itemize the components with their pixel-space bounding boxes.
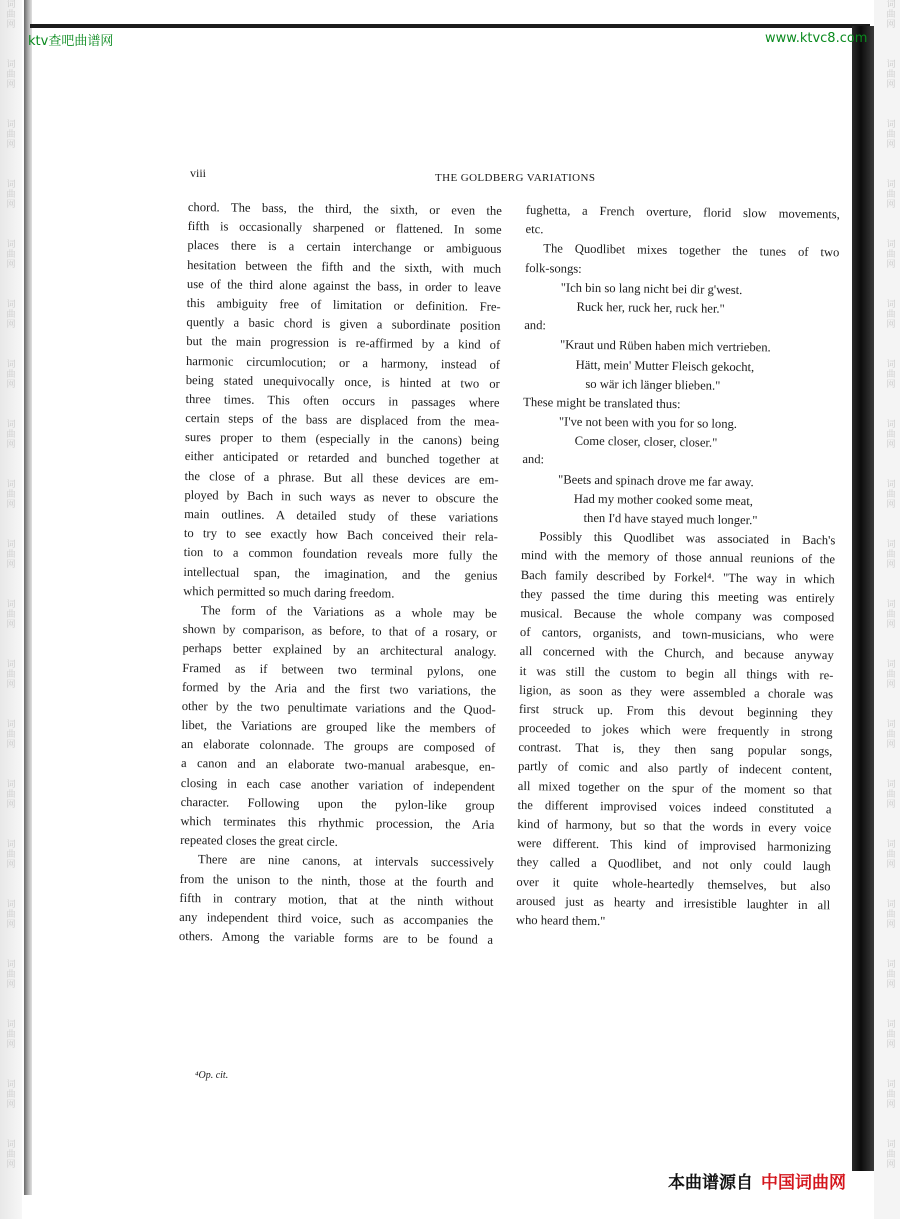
watermark-glyph-group xyxy=(884,1080,898,1140)
watermark-glyph: 曲 xyxy=(886,610,896,620)
watermark-glyph: 网 xyxy=(6,440,16,450)
watermark-glyph-group xyxy=(4,0,18,60)
footer-source-banner xyxy=(664,1167,852,1193)
text-line: all concerned with the Church, and because anyway xyxy=(519,644,834,663)
verse-line: Hätt, mein' Mutter Fleisch gekocht, xyxy=(575,357,755,374)
watermark-glyph: 词 xyxy=(6,420,16,430)
footer-source-label: 本曲谱源自 xyxy=(668,1172,753,1193)
watermark-glyph: 曲 xyxy=(6,1030,16,1040)
text-line: repeated closes the great circle. xyxy=(180,833,338,850)
text-line: first struck up. From this devout beginning they xyxy=(518,701,833,721)
watermark-glyph: 词 xyxy=(6,240,16,250)
text-line: ligion, as soon as they were assembled a chorale was xyxy=(519,682,834,702)
text-line: harmonic circumlocution; or a harmony, instead of xyxy=(185,353,501,372)
watermark-glyph: 曲 xyxy=(6,250,16,260)
watermark-glyph-group xyxy=(884,660,898,720)
watermark-glyph: 词 xyxy=(886,780,896,790)
text-line: contrast. That is, they then sang popular songs, xyxy=(518,740,833,759)
watermark-glyph: 曲 xyxy=(6,610,16,620)
watermark-glyph: 词 xyxy=(886,660,896,670)
watermark-glyph: 网 xyxy=(886,260,896,270)
watermark-glyph: 曲 xyxy=(886,1150,896,1160)
text-line: fifth is occasionally sharpened or flattened. In some xyxy=(187,219,502,238)
watermark-glyph: 网 xyxy=(6,140,16,150)
text-line: a canon and an elaborate two-manual arabesque, en- xyxy=(181,756,496,775)
watermark-glyph: 曲 xyxy=(6,190,16,200)
text-line: who heard them." xyxy=(515,912,606,929)
text-line: the close of a phrase. But all these devices are em- xyxy=(184,468,499,487)
watermark-glyph: 曲 xyxy=(6,970,16,980)
watermark-glyph: 词 xyxy=(886,240,896,250)
watermark-glyph: 网 xyxy=(6,1160,16,1170)
verse-line: then I'd have stayed much longer." xyxy=(583,510,758,528)
text-line: it was still the custom to begin all things with re- xyxy=(519,663,834,682)
watermark-glyph: 曲 xyxy=(886,10,896,20)
watermark-glyph: 网 xyxy=(886,20,896,30)
watermark-glyph-group xyxy=(884,1140,898,1200)
watermark-glyph: 词 xyxy=(886,600,896,610)
watermark-glyph: 曲 xyxy=(6,490,16,500)
watermark-glyph-group xyxy=(4,840,18,900)
text-line: folk-songs: xyxy=(524,260,582,276)
text-line: either anticipated or retarded and bunched together at xyxy=(184,449,499,468)
watermark-glyph-group xyxy=(4,720,18,780)
watermark-glyph: 曲 xyxy=(6,370,16,380)
watermark-glyph: 曲 xyxy=(886,850,896,860)
text-line: hesitation between the fifth and the sixth, with much xyxy=(187,257,502,276)
watermark-glyph: 曲 xyxy=(6,10,16,20)
text-line: Framed as if between two terminal pylons, one xyxy=(182,660,497,679)
text-line: fughetta, a French overture, florid slow movements, xyxy=(525,202,840,222)
watermark-glyph: 曲 xyxy=(6,1090,16,1100)
text-line: of cantors, organists, and town-musicians, who were xyxy=(519,625,835,644)
watermark-glyph: 曲 xyxy=(886,250,896,260)
watermark-glyph-group xyxy=(4,60,18,120)
watermark-glyph: 网 xyxy=(886,620,896,630)
watermark-glyph: 曲 xyxy=(6,670,16,680)
watermark-glyph-group xyxy=(884,780,898,840)
watermark-glyph-group xyxy=(4,900,18,960)
watermark-glyph: 词 xyxy=(6,780,16,790)
text-line: from the unison to the ninth, those at the fourth and xyxy=(179,871,494,890)
text-line: ployed by Bach in such ways as never to obscure the xyxy=(184,487,499,506)
watermark-glyph: 网 xyxy=(6,560,16,570)
text-line: formed by the Aria and the first two variations, the xyxy=(181,679,497,698)
watermark-site-url-link[interactable]: www.ktvc8.com xyxy=(765,31,868,46)
watermark-glyph-group xyxy=(884,900,898,960)
watermark-glyph: 网 xyxy=(6,860,16,870)
watermark-glyph: 网 xyxy=(886,500,896,510)
watermark-glyph-group xyxy=(884,60,898,120)
text-line: over it quite whole-heartedly themselves, but also xyxy=(516,874,831,893)
watermark-glyph: 曲 xyxy=(886,670,896,680)
text-line: use of the third alone against the bass, in order to leave xyxy=(186,276,502,295)
watermark-glyph-group xyxy=(884,480,898,540)
watermark-glyph: 网 xyxy=(6,800,16,810)
right-text-column xyxy=(516,201,840,934)
watermark-glyph-group xyxy=(884,720,898,780)
text-line: other by the two penultimate variations and the Quod- xyxy=(181,698,496,717)
watermark-glyph: 曲 xyxy=(6,70,16,80)
watermark-glyph: 网 xyxy=(886,80,896,90)
text-line: they passed the time during this meeting was entirely xyxy=(520,586,835,606)
watermark-glyph: 词 xyxy=(6,120,16,130)
running-head: THE GOLDBERG VARIATIONS xyxy=(435,172,596,184)
watermark-glyph: 曲 xyxy=(886,130,896,140)
watermark-glyph-group xyxy=(884,840,898,900)
watermark-glyph: 词 xyxy=(6,600,16,610)
text-line: chord. The bass, the third, the sixth, or even the xyxy=(187,199,502,218)
watermark-glyph: 曲 xyxy=(6,1150,16,1160)
text-line: certain steps of the bass are displaced from the mea- xyxy=(185,411,500,429)
watermark-glyph: 词 xyxy=(886,300,896,310)
watermark-glyph: 词 xyxy=(886,1080,896,1090)
text-line: libet, the Variations are grouped like the members of xyxy=(181,718,496,736)
watermark-glyph: 网 xyxy=(6,20,16,30)
watermark-glyph: 曲 xyxy=(6,790,16,800)
watermark-glyph: 词 xyxy=(6,60,16,70)
watermark-glyph: 曲 xyxy=(6,850,16,860)
watermark-glyph: 词 xyxy=(6,900,16,910)
watermark-glyph: 词 xyxy=(886,120,896,130)
watermark-glyph-group xyxy=(884,600,898,660)
watermark-glyph-group xyxy=(884,540,898,600)
watermark-glyph: 词 xyxy=(6,180,16,190)
watermark-glyph: 词 xyxy=(6,1140,16,1150)
scan-right-shadow xyxy=(852,26,874,1171)
watermark-glyph-group xyxy=(884,960,898,1020)
watermark-glyph: 曲 xyxy=(886,70,896,80)
watermark-glyph: 词 xyxy=(6,720,16,730)
watermark-glyph: 词 xyxy=(886,0,896,10)
text-line: others. Among the variable forms are to be found a xyxy=(178,929,494,947)
text-line: three times. This often occurs in passages where xyxy=(185,391,500,410)
watermark-glyph: 网 xyxy=(6,1100,16,1110)
watermark-glyph-group xyxy=(4,780,18,840)
watermark-glyph: 曲 xyxy=(6,430,16,440)
watermark-glyph: 曲 xyxy=(6,910,16,920)
watermark-site-name-link[interactable]: ktv查吧曲谱网 xyxy=(28,34,114,49)
watermark-glyph: 曲 xyxy=(6,130,16,140)
verse-line: "Beets and spinach drove me far away. xyxy=(558,472,754,489)
left-text-column xyxy=(179,198,502,950)
watermark-glyph-group xyxy=(4,300,18,360)
page-number: viii xyxy=(190,166,207,180)
watermark-glyph-group xyxy=(884,0,898,60)
watermark-glyph: 词 xyxy=(6,540,16,550)
text-line: Possibly this Quodlibet was associated in Bach's xyxy=(539,529,836,548)
text-line: partly of comic and also partly of indecent content, xyxy=(518,759,833,778)
watermark-glyph: 网 xyxy=(886,1040,896,1050)
watermark-glyph-group xyxy=(4,120,18,180)
verse-line: "I've not been with you for so long. xyxy=(558,414,738,432)
watermark-glyph: 网 xyxy=(6,80,16,90)
watermark-glyph: 词 xyxy=(886,1020,896,1030)
watermark-glyph: 网 xyxy=(6,500,16,510)
text-line: mind with the memory of those annual reunions of the xyxy=(520,548,836,567)
watermark-glyph: 曲 xyxy=(886,430,896,440)
watermark-glyph-group xyxy=(884,300,898,360)
text-line: this ambiguity free of limitation or definition. Fre- xyxy=(186,295,501,314)
watermark-glyph: 网 xyxy=(886,680,896,690)
text-line: The form of the Variations as a whole may be xyxy=(200,603,498,621)
text-line: Bach family described by Forkel⁴. "The way in which xyxy=(520,567,835,586)
watermark-glyph: 网 xyxy=(886,440,896,450)
verse-line: Ruck her, ruck her, ruck her." xyxy=(576,299,725,316)
watermark-glyph-group xyxy=(4,180,18,240)
footnote: ⁴Op. cit. xyxy=(195,1070,229,1081)
verse-line: Had my mother cooked some meat, xyxy=(573,491,753,509)
text-line: which terminates this rhythmic procession, the Aria xyxy=(180,813,495,832)
text-line: quently a basic chord is given a subordinate position xyxy=(186,315,501,333)
watermark-glyph: 曲 xyxy=(886,1090,896,1100)
footer-brand-name: 中国词曲网 xyxy=(761,1172,846,1193)
watermark-glyph: 网 xyxy=(6,320,16,330)
watermark-glyph: 网 xyxy=(886,560,896,570)
watermark-glyph-group xyxy=(4,600,18,660)
watermark-glyph: 词 xyxy=(6,300,16,310)
watermark-glyph: 网 xyxy=(886,800,896,810)
text-line: aroused just as hearty and irresistible laughter in all xyxy=(516,893,831,913)
watermark-glyph: 词 xyxy=(886,720,896,730)
text-line: sures proper to them (especially in the canons) being xyxy=(184,430,500,449)
watermark-glyph: 词 xyxy=(886,480,896,490)
watermark-glyph: 词 xyxy=(886,360,896,370)
watermark-glyph: 曲 xyxy=(886,370,896,380)
text-line: which permitted so much daring freedom. xyxy=(183,583,395,601)
text-line: main outlines. A detailed study of these variations xyxy=(184,506,499,525)
watermark-glyph: 网 xyxy=(6,680,16,690)
text-line: shown by comparison, as before, to that of a rosary, or xyxy=(182,622,497,640)
watermark-left-column xyxy=(4,0,18,1200)
watermark-glyph: 词 xyxy=(886,180,896,190)
watermark-glyph: 曲 xyxy=(886,310,896,320)
watermark-glyph: 网 xyxy=(886,1160,896,1170)
verse-line: Come closer, closer, closer." xyxy=(574,433,718,450)
watermark-glyph: 网 xyxy=(6,200,16,210)
watermark-glyph: 词 xyxy=(6,840,16,850)
text-line: musical. Because the whole company was composed xyxy=(520,605,835,625)
watermark-glyph: 词 xyxy=(6,1020,16,1030)
text-line: but the main progression is re-affirmed by a kind of xyxy=(186,334,501,353)
watermark-glyph: 词 xyxy=(6,1080,16,1090)
text-line: character. Following upon the pylon-like group xyxy=(180,794,495,813)
watermark-glyph: 曲 xyxy=(886,730,896,740)
watermark-glyph: 网 xyxy=(886,380,896,390)
watermark-glyph: 网 xyxy=(6,740,16,750)
watermark-glyph: 网 xyxy=(886,320,896,330)
watermark-glyph: 曲 xyxy=(886,550,896,560)
watermark-glyph: 词 xyxy=(886,420,896,430)
text-line: perhaps better explained by an architectural analogy. xyxy=(182,641,497,660)
watermark-glyph: 曲 xyxy=(886,1030,896,1040)
watermark-glyph-group xyxy=(4,1080,18,1140)
watermark-glyph: 词 xyxy=(886,840,896,850)
watermark-glyph-group xyxy=(4,240,18,300)
watermark-glyph: 网 xyxy=(6,1040,16,1050)
watermark-glyph: 网 xyxy=(6,980,16,990)
watermark-glyph-group xyxy=(4,1020,18,1080)
text-line: fifth in contrary motion, that at the ninth without xyxy=(179,890,494,909)
watermark-glyph-group xyxy=(4,960,18,1020)
text-line: closing in each case another variation of independent xyxy=(180,775,495,794)
text-line: kind of harmony, but so that the words in every voice xyxy=(517,816,832,836)
text-line: The Quodlibet mixes together the tunes of two xyxy=(543,241,840,260)
text-line: to try to see exactly how Bach conceived their rela- xyxy=(183,526,498,544)
text-line: proceeded to jokes which were frequently in strong xyxy=(518,721,833,740)
watermark-glyph: 网 xyxy=(6,920,16,930)
text-line: the different improvised voices indeed constituted a xyxy=(517,797,832,817)
watermark-glyph: 网 xyxy=(886,200,896,210)
text-line: and: xyxy=(524,318,547,333)
watermark-glyph-group xyxy=(4,420,18,480)
watermark-glyph: 网 xyxy=(886,140,896,150)
watermark-glyph: 网 xyxy=(6,380,16,390)
scan-binding-shadow xyxy=(24,0,32,1195)
watermark-glyph: 词 xyxy=(6,960,16,970)
watermark-glyph: 曲 xyxy=(6,310,16,320)
watermark-glyph-group xyxy=(884,180,898,240)
watermark-glyph: 网 xyxy=(886,1100,896,1110)
text-line: an elaborate colonnade. The groups are composed of xyxy=(181,737,496,756)
watermark-glyph: 词 xyxy=(886,900,896,910)
watermark-glyph-group xyxy=(4,480,18,540)
watermark-glyph-group xyxy=(884,1020,898,1080)
watermark-glyph: 网 xyxy=(886,920,896,930)
text-line: were different. This kind of improvised harmonizing xyxy=(516,836,832,855)
watermark-glyph: 曲 xyxy=(6,550,16,560)
watermark-glyph: 词 xyxy=(6,480,16,490)
watermark-glyph: 词 xyxy=(886,1140,896,1150)
scan-top-edge xyxy=(30,24,870,28)
watermark-glyph-group xyxy=(884,120,898,180)
watermark-glyph-group xyxy=(884,360,898,420)
watermark-glyph: 曲 xyxy=(886,190,896,200)
text-line: There are nine canons, at intervals successively xyxy=(197,852,494,871)
watermark-glyph: 词 xyxy=(886,960,896,970)
watermark-glyph: 网 xyxy=(886,740,896,750)
text-line: These might be translated thus: xyxy=(523,394,681,412)
verse-line: "Ich bin so lang nicht bei dir g'west. xyxy=(560,280,743,297)
text-line: being stated unequivocally once, is hinted at two or xyxy=(185,372,500,391)
watermark-glyph: 曲 xyxy=(886,970,896,980)
text-line: etc. xyxy=(525,222,544,237)
watermark-glyph-group xyxy=(4,360,18,420)
watermark-glyph-group xyxy=(4,660,18,720)
watermark-glyph: 词 xyxy=(6,660,16,670)
verse-line: "Kraut und Rüben haben mich vertrieben. xyxy=(559,337,771,355)
watermark-glyph-group xyxy=(884,240,898,300)
text-line: places there is a certain interchange or ambiguous xyxy=(187,238,502,257)
watermark-glyph: 网 xyxy=(6,620,16,630)
verse-line: so wär ich länger blieben." xyxy=(585,376,721,393)
watermark-glyph: 词 xyxy=(886,60,896,70)
watermark-glyph: 曲 xyxy=(6,730,16,740)
watermark-right-column xyxy=(884,0,898,1200)
watermark-glyph: 曲 xyxy=(886,790,896,800)
watermark-glyph: 词 xyxy=(6,0,16,10)
text-line: any independent third voice, such as accompanies the xyxy=(179,909,494,928)
watermark-glyph: 词 xyxy=(886,540,896,550)
watermark-glyph-group xyxy=(4,540,18,600)
watermark-glyph: 词 xyxy=(6,360,16,370)
watermark-glyph: 网 xyxy=(6,260,16,270)
text-line: and: xyxy=(522,452,545,467)
watermark-glyph: 网 xyxy=(886,980,896,990)
watermark-glyph: 网 xyxy=(886,860,896,870)
text-line: intellectual span, the imagination, and the genius xyxy=(183,564,498,583)
watermark-glyph: 曲 xyxy=(886,910,896,920)
text-line: all mixed together on the spur of the moment so that xyxy=(517,778,832,797)
watermark-glyph: 曲 xyxy=(886,490,896,500)
watermark-glyph-group xyxy=(884,420,898,480)
text-line: tion to a common foundation reveals more fully the xyxy=(183,545,498,564)
text-line: they called a Quodlibet, and not only could laugh xyxy=(516,855,831,874)
watermark-glyph-group xyxy=(4,1140,18,1200)
